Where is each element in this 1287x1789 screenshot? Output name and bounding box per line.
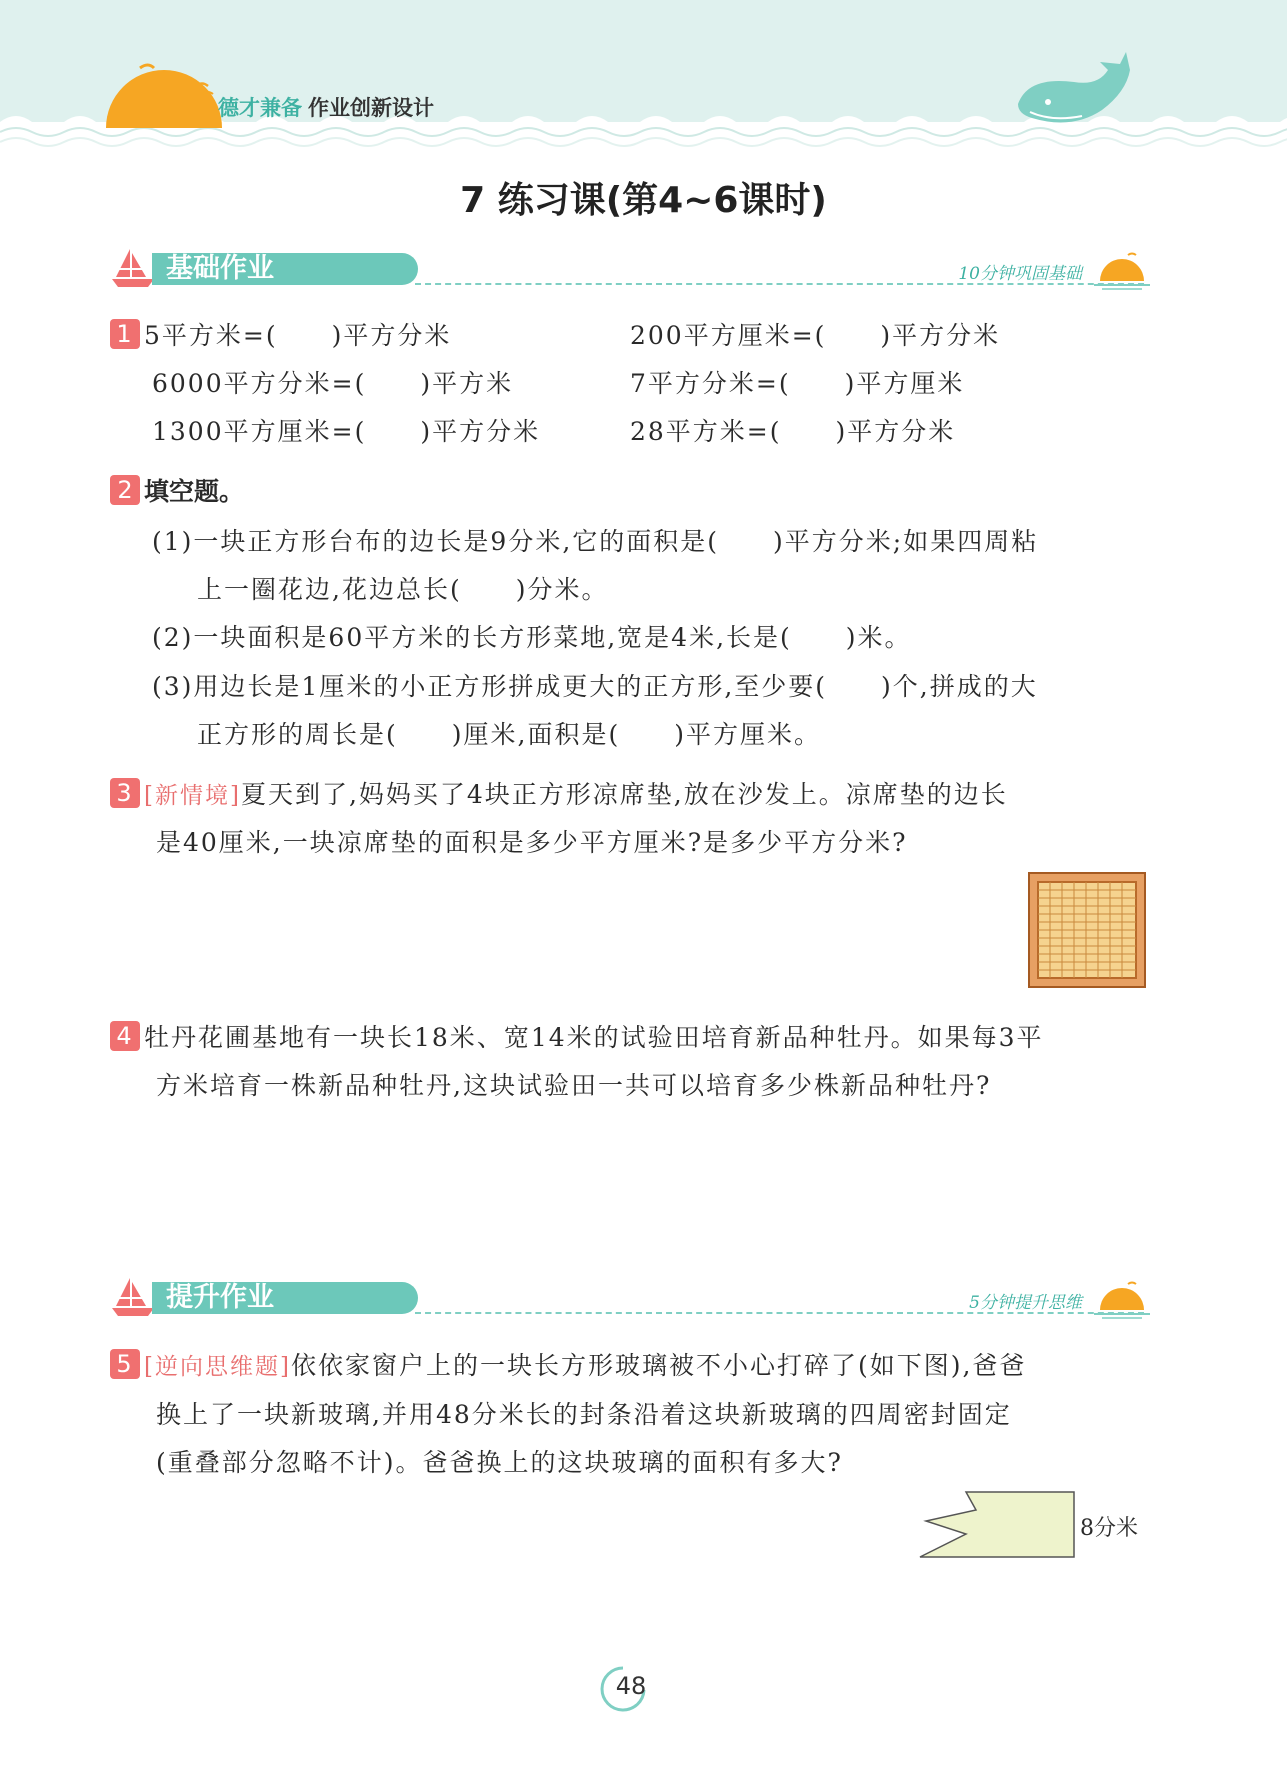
brand-logo-text xyxy=(218,92,434,122)
page-title: 7 练习课(第4~6课时) xyxy=(460,180,827,221)
q5-line-2: 换上了一块新玻璃,并用48分米长的封条沿着这块新玻璃的四周密封固定 xyxy=(156,1400,1012,1429)
section-note: 10分钟巩固基础 xyxy=(958,264,1082,284)
brand-secondary: 作业创新设计 xyxy=(308,96,434,120)
question-number: 3 xyxy=(110,778,140,808)
section-header-basic xyxy=(110,245,1150,295)
sunset-icon xyxy=(1094,1280,1150,1320)
sunset-icon xyxy=(1094,251,1150,291)
question-number: 2 xyxy=(110,475,140,505)
q5-line-1 xyxy=(110,1346,1026,1382)
question-tag: [逆向思维题] xyxy=(144,1354,291,1380)
q4-text: 牡丹花圃基地有一块长18米、宽14米的试验田培育新品种牡丹。如果每3平 xyxy=(144,1023,1044,1052)
q3-line-1 xyxy=(110,775,1008,811)
q2-line: 上一圈花边,花边总长( )分米。 xyxy=(197,575,609,604)
cool-mat-illustration xyxy=(1028,872,1146,988)
section-label: 提升作业 xyxy=(152,1282,418,1314)
q1-item: 200平方厘米=( )平方分米 xyxy=(630,321,1001,350)
q1-item: 1300平方厘米=( )平方分米 xyxy=(152,417,541,446)
question-tag: [新情境] xyxy=(144,783,241,809)
q5-line-3: (重叠部分忽略不计)。爸爸换上的这块玻璃的面积有多大? xyxy=(156,1448,843,1477)
q2-line: (3)用边长是1厘米的小正方形拼成更大的正方形,至少要( )个,拼成的大 xyxy=(152,672,1038,701)
q2-heading xyxy=(110,472,244,508)
q1-row-2-left xyxy=(152,364,513,400)
question-number: 1 xyxy=(110,319,140,349)
question-number: 4 xyxy=(110,1021,140,1051)
sailboat-icon xyxy=(110,1274,156,1320)
q2-line: (2)一块面积是60平方米的长方形菜地,宽是4米,长是( )米。 xyxy=(152,623,912,652)
broken-glass-figure xyxy=(918,1490,1076,1560)
section-label: 基础作业 xyxy=(152,253,418,285)
page-number: 48 xyxy=(615,1672,647,1700)
q4-line-1 xyxy=(110,1018,1044,1054)
q2-title: 填空题。 xyxy=(144,477,245,506)
q5-text: 依依家窗户上的一块长方形玻璃被不小心打碎了(如下图),爸爸 xyxy=(290,1351,1027,1380)
question-number: 5 xyxy=(110,1349,140,1379)
q1-row-1-right xyxy=(630,316,1000,352)
q1-item: 28平方米=( )平方分米 xyxy=(630,417,956,446)
q3-text: 夏天到了,妈妈买了4块正方形凉席垫,放在沙发上。凉席垫的边长 xyxy=(240,780,1008,809)
q1-item: 6000平方分米=( )平方米 xyxy=(152,369,514,398)
sailboat-icon xyxy=(110,245,156,291)
q1-row-3-right xyxy=(630,412,955,448)
q1-row-3-left xyxy=(152,412,540,448)
section-header-advanced xyxy=(110,1274,1150,1324)
section-note: 5分钟提升思维 xyxy=(969,1293,1082,1313)
q1-row-2-right xyxy=(630,364,964,400)
q2-line: 正方形的周长是( )厘米,面积是( )平方厘米。 xyxy=(197,720,821,749)
q1-item: 7平方分米=( )平方厘米 xyxy=(630,369,965,398)
q1-row-1-left xyxy=(110,316,451,352)
q3-line-2: 是40厘米,一块凉席垫的面积是多少平方厘米?是多少平方分米? xyxy=(156,828,908,857)
header-band xyxy=(0,0,1287,150)
q1-item: 5平方米=( )平方分米 xyxy=(144,321,452,350)
brand-primary: 德才兼备 xyxy=(218,96,302,120)
q4-line-2: 方米培育一株新品种牡丹,这块试验田一共可以培育多少株新品种牡丹? xyxy=(156,1071,992,1100)
q2-line: (1)一块正方形台布的边长是9分米,它的面积是( )平方分米;如果四周粘 xyxy=(152,527,1039,556)
dimension-label: 8分米 xyxy=(1080,1516,1138,1541)
